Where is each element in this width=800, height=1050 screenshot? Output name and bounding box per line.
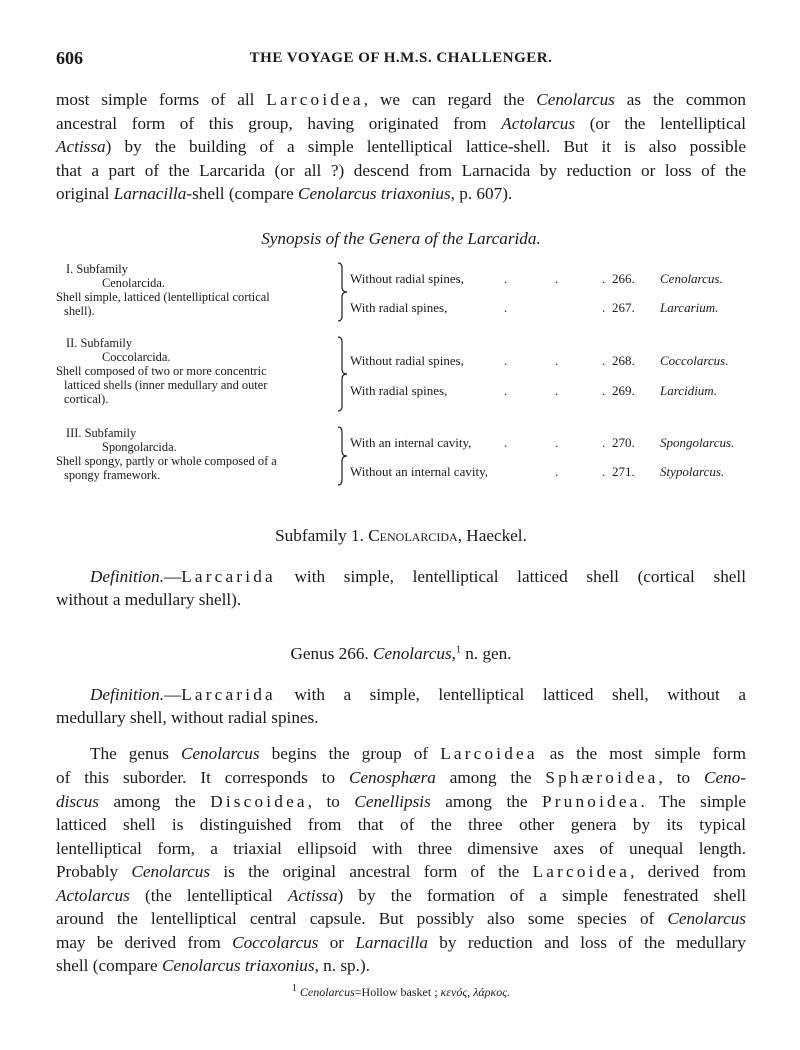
text-line: discus among the Discoidea, to Cenellipsis among the Prunoidea. The simple bbox=[56, 791, 747, 811]
synopsis-title: Synopsis of the Genera of the Larcarida. bbox=[261, 229, 541, 248]
text-line: Actissa) by the building of a simple lentelliptical lattice-shell. But it is also possible bbox=[56, 137, 746, 156]
footnote: $^1$ Cenolarcus=Hollow basket ; κενός, λάρκος. bbox=[291, 983, 511, 999]
text-line: medullary shell, without radial spines. bbox=[56, 708, 319, 727]
subfamily-description: III. Subfamily Spongolarcida. Shell spongy, partly or whole composed of a spongy framework. bbox=[56, 426, 277, 482]
synopsis-option: With an internal cavity, . . . 270. Spongolarcus. bbox=[350, 435, 735, 450]
brace-icon bbox=[336, 262, 348, 322]
subfamily-heading: Subfamily 1. Cenolarcida, Haeckel. bbox=[275, 526, 527, 545]
synopsis-option: Without radial spines, . . . 268. Coccolarcus. bbox=[350, 353, 729, 368]
text-line: most simple forms of all Larcoidea, we can regard the Cenolarcus as the common bbox=[56, 90, 746, 109]
brace-icon bbox=[336, 426, 348, 486]
subfamily-definition bbox=[90, 565, 746, 589]
running-title: THE VOYAGE OF H.M.S. CHALLENGER. bbox=[249, 50, 553, 66]
genus-definition-cont bbox=[56, 706, 746, 730]
text-line: shell (compare Cenolarcus triaxonius, n. sp.). bbox=[56, 956, 370, 975]
text-line: latticed shell is distinguished from that of the three other genera by its typical bbox=[56, 815, 746, 834]
text-line: Definition.—Larcarida with simple, lentelliptical latticed shell (cortical shell bbox=[90, 567, 746, 586]
synopsis-option: With radial spines, . . . 269. Larcidium. bbox=[350, 383, 717, 398]
subfamily-description: II. Subfamily Coccolarcida. Shell composed of two or more concentric latticed shells (inner medullary and outer cortical). bbox=[56, 336, 268, 406]
genus-heading: Genus 266. Cenolarcus,$^1$ n. gen. bbox=[290, 644, 512, 663]
subfamily-description: I. Subfamily Cenolarcida. Shell simple, latticed (lentelliptical cortical shell). bbox=[56, 262, 270, 318]
text-line: original Larnacilla-shell (compare Cenolarcus triaxonius, p. 607). bbox=[56, 184, 513, 203]
text-line: around the lentelliptical central capsule. But possibly also some species of Cenolarcus bbox=[56, 909, 746, 928]
synopsis-option: With radial spines, . . 267. Larcarium. bbox=[350, 300, 719, 315]
synopsis-group-1 bbox=[56, 262, 746, 324]
text-line: Definition.—Larcarida with a simple, lentelliptical latticed shell, without a bbox=[90, 685, 746, 704]
page-header bbox=[56, 48, 746, 72]
intro-paragraph bbox=[56, 88, 746, 206]
text-line: of this suborder. It corresponds to Cenosphæra among the Sphæroidea, to Ceno- bbox=[56, 768, 746, 787]
synopsis-option: Without radial spines, . . . 266. Cenolarcus. bbox=[350, 271, 723, 286]
text-line: may be derived from Coccolarcus or Larnacilla by reduction and loss of the medullary bbox=[56, 932, 746, 952]
text-line: without a medullary shell). bbox=[56, 590, 242, 609]
synopsis-option: Without an internal cavity, . . 271. Stypolarcus. bbox=[350, 464, 725, 479]
synopsis-group-3 bbox=[56, 426, 746, 488]
body-paragraph bbox=[56, 766, 746, 978]
text-line: ancestral form of this group, having originated from Actolarcus (or the lentelliptical bbox=[56, 113, 746, 133]
subfamily-definition-cont bbox=[56, 588, 746, 612]
page-number: 606 bbox=[56, 48, 83, 68]
text-line: lentelliptical form, a triaxial ellipsoid with three dimensive axes of unequal length. bbox=[56, 838, 746, 858]
text-line: Actolarcus (the lentelliptical Actissa) by the formation of a simple fenestrated shell bbox=[56, 885, 746, 905]
brace-icon bbox=[336, 336, 348, 412]
body-first-line bbox=[90, 742, 746, 766]
text-line: Probably Cenolarcus is the original ancestral form of the Larcoidea, derived from bbox=[56, 862, 747, 881]
text-line: The genus Cenolarcus begins the group of Larcoidea as the most simple form bbox=[90, 744, 746, 763]
synopsis-group-2 bbox=[56, 336, 746, 414]
genus-definition bbox=[90, 683, 746, 707]
text-line: that a part of the Larcarida (or all ?) descend from Larnacida by reduction or loss of the bbox=[56, 160, 746, 180]
